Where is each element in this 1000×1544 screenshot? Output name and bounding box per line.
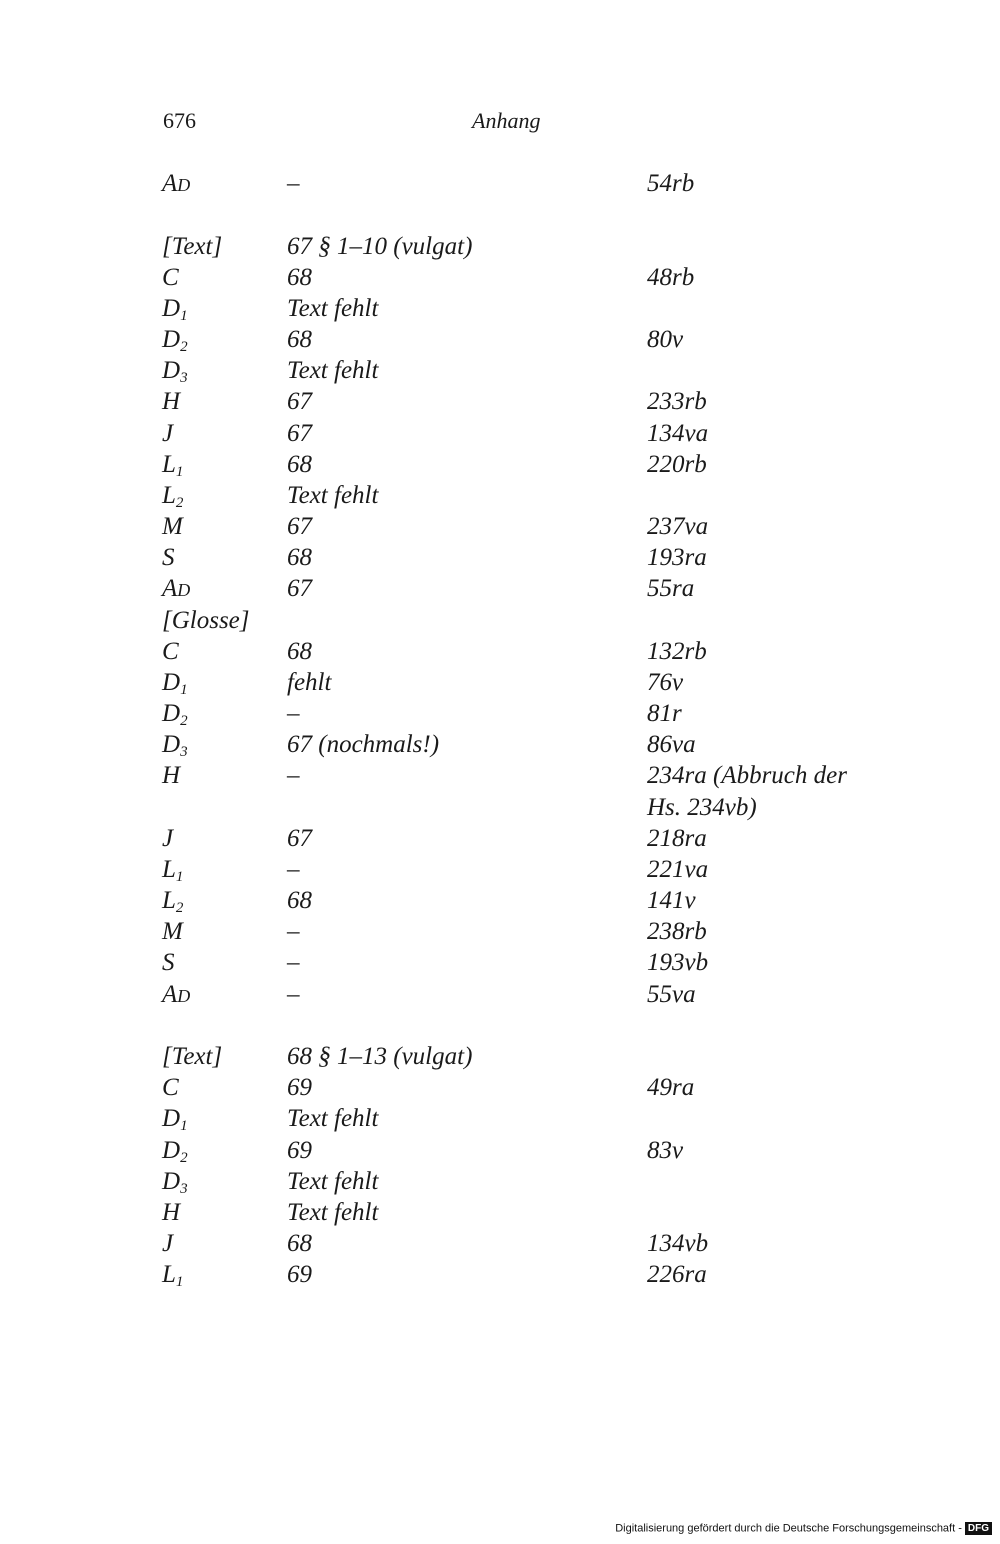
sigil-cell (162, 1166, 188, 1197)
table-row (0, 355, 1000, 386)
chapter-cell: 67 § 1–10 (vulgat) (287, 233, 473, 260)
sigil: L (162, 1261, 176, 1288)
folio-cell: 54rb (647, 170, 695, 197)
folio-cell: 237va (647, 513, 709, 540)
table-row (0, 1135, 1000, 1166)
table-row (0, 1259, 1000, 1290)
table-row (0, 760, 1000, 791)
folio-cell: 86va (647, 731, 696, 758)
sigil-cell (162, 760, 180, 791)
folio-cell: 81r (647, 700, 682, 727)
chapter-cell: 68 (287, 1230, 312, 1257)
funding-footer (615, 1522, 992, 1535)
sigil: D (162, 1168, 181, 1195)
sigil: C (162, 264, 179, 291)
table-row (0, 729, 1000, 760)
folio-cell: 134vb (647, 1230, 709, 1257)
sigil-cell (162, 885, 183, 916)
sigil: D (162, 295, 181, 322)
sigil-cell (162, 293, 188, 324)
sigil-smallcaps: D (177, 175, 191, 195)
sigil: S (162, 544, 175, 571)
sigil-cell (162, 947, 175, 978)
folio-cell: 226ra (647, 1261, 707, 1288)
table-row (0, 542, 1000, 573)
table-row (0, 792, 1000, 823)
table-row (0, 418, 1000, 449)
folio-cell: 55ra (647, 575, 695, 602)
chapter-cell: 67 (287, 513, 312, 540)
sigil: A (162, 575, 178, 602)
chapter-cell: 68 § 1–13 (vulgat) (287, 1043, 473, 1070)
sigil-cell (162, 418, 173, 449)
sigil-cell (162, 480, 183, 511)
sigil: L (162, 887, 176, 914)
table-row (0, 979, 1000, 1010)
sigil-cell (162, 542, 175, 573)
folio-cell: 193ra (647, 544, 707, 571)
table-row (0, 605, 1000, 636)
sigil-subscript: 1 (175, 869, 184, 885)
sigil: D (162, 1137, 181, 1164)
sigil-cell (162, 1135, 188, 1166)
sigil: M (162, 918, 183, 945)
table-row (0, 1072, 1000, 1103)
sigil: H (162, 762, 181, 789)
table-row (0, 916, 1000, 947)
folio-cell: 76v (647, 669, 684, 696)
sigil-subscript: 2 (180, 1150, 188, 1166)
sigil-subscript: 2 (180, 713, 188, 729)
sigil: J (162, 420, 174, 447)
sigil: [Text] (162, 233, 223, 260)
sigil-smallcaps: D (177, 986, 191, 1006)
sigil: S (162, 949, 175, 976)
chapter-cell: – (287, 981, 300, 1008)
sigil: [Text] (162, 1043, 223, 1070)
sigil: D (162, 326, 181, 353)
sigil-subscript: 2 (180, 339, 188, 355)
chapter-cell: Text fehlt (287, 1199, 379, 1226)
table-row (0, 636, 1000, 667)
sigil-subscript: 1 (175, 464, 184, 480)
chapter-cell: – (287, 700, 300, 727)
sigil: D (162, 357, 181, 384)
chapter-cell: 68 (287, 264, 312, 291)
table-row (0, 823, 1000, 854)
sigil-subscript: 1 (175, 1274, 184, 1290)
sigil: D (162, 731, 181, 758)
sigil-cell (162, 823, 173, 854)
table-row (0, 449, 1000, 480)
folio-cell: 132rb (647, 638, 707, 665)
chapter-cell: – (287, 949, 300, 976)
chapter-cell: – (287, 762, 300, 789)
sigil-cell (162, 636, 179, 667)
sigil-subscript: 1 (180, 1118, 188, 1134)
folio-cell: 238rb (647, 918, 707, 945)
sigil: A (162, 170, 178, 197)
folio-cell: Hs. 234vb) (647, 794, 757, 821)
sigil-cell (162, 1041, 222, 1072)
chapter-cell: 67 (nochmals!) (287, 731, 440, 758)
chapter-cell: 67 (287, 420, 312, 447)
sigil-cell (162, 1228, 173, 1259)
sigil-cell (162, 262, 179, 293)
sigil-cell (162, 511, 183, 542)
chapter-cell: 68 (287, 326, 312, 353)
table-row (0, 480, 1000, 511)
page-number: 676 (163, 108, 196, 133)
folio-cell: 193vb (647, 949, 709, 976)
table-row (0, 293, 1000, 324)
sigil: L (162, 856, 176, 883)
sigil-subscript: 3 (180, 744, 188, 760)
folio-cell: 48rb (647, 264, 695, 291)
table-row (0, 231, 1000, 262)
table-row (0, 324, 1000, 355)
chapter-cell: 68 (287, 638, 312, 665)
footer-text: Digitalisierung gefördert durch die Deutsche Forschungsgemeinschaft - (615, 1522, 962, 1535)
table-row (0, 1197, 1000, 1228)
sigil-cell (162, 979, 190, 1012)
chapter-cell: – (287, 856, 300, 883)
sigil-cell (162, 324, 188, 355)
folio-cell: 220rb (647, 451, 707, 478)
table-row (0, 1041, 1000, 1072)
table-row (0, 168, 1000, 199)
folio-cell: 134va (647, 420, 709, 447)
sigil-cell (162, 1197, 180, 1228)
chapter-cell: 68 (287, 887, 312, 914)
sigil-cell (162, 573, 190, 606)
table-row (0, 1228, 1000, 1259)
table-row (0, 262, 1000, 293)
chapter-cell: – (287, 918, 300, 945)
sigil: H (162, 388, 181, 415)
chapter-cell: 69 (287, 1261, 312, 1288)
table-row (0, 573, 1000, 604)
chapter-cell: 69 (287, 1074, 312, 1101)
folio-cell: 55va (647, 981, 696, 1008)
table-row (0, 667, 1000, 698)
sigil: J (162, 1230, 174, 1257)
chapter-cell: Text fehlt (287, 357, 379, 384)
sigil-cell (162, 168, 190, 201)
sigil: J (162, 825, 174, 852)
sigil: L (162, 451, 176, 478)
sigil: M (162, 513, 183, 540)
folio-cell: 141v (647, 887, 696, 914)
sigil-subscript: 2 (175, 495, 184, 511)
table-row (0, 885, 1000, 916)
sigil-cell (162, 698, 188, 729)
chapter-cell: Text fehlt (287, 482, 379, 509)
sigil-smallcaps: D (177, 580, 191, 600)
sigil: A (162, 981, 178, 1008)
sigil-cell (162, 1072, 179, 1103)
chapter-cell: fehlt (287, 669, 332, 696)
sigil: D (162, 700, 181, 727)
sigil-cell (162, 449, 183, 480)
table-row (0, 947, 1000, 978)
chapter-cell: Text fehlt (287, 1105, 379, 1132)
sigil: H (162, 1199, 181, 1226)
sigil-subscript: 2 (175, 900, 184, 916)
chapter-cell: 69 (287, 1137, 312, 1164)
chapter-cell: – (287, 170, 300, 197)
chapter-cell: 67 (287, 825, 312, 852)
sigil-cell (162, 231, 222, 262)
table-row (0, 698, 1000, 729)
sigil-subscript: 1 (180, 682, 188, 698)
table-row (0, 386, 1000, 417)
sigil-cell (162, 1103, 188, 1134)
chapter-cell: 68 (287, 544, 312, 571)
sigil-cell (162, 854, 183, 885)
sigil: D (162, 1105, 181, 1132)
sigil-cell (162, 355, 188, 386)
folio-cell: 234ra (Abbruch der (647, 762, 847, 789)
folio-cell: 49ra (647, 1074, 695, 1101)
table-row (0, 1166, 1000, 1197)
sigil-cell (162, 605, 250, 636)
sigil-cell (162, 386, 180, 417)
folio-cell: 233rb (647, 388, 707, 415)
sigil-subscript: 3 (180, 370, 188, 386)
sigil-cell (162, 729, 188, 760)
folio-cell: 218ra (647, 825, 707, 852)
chapter-cell: Text fehlt (287, 295, 379, 322)
folio-cell: 83v (647, 1137, 684, 1164)
sigil-subscript: 3 (180, 1181, 188, 1197)
folio-cell: 221va (647, 856, 709, 883)
sigil-cell (162, 1259, 183, 1290)
sigil: L (162, 482, 176, 509)
dfg-logo: DFG (965, 1522, 992, 1535)
sigil-cell (162, 667, 188, 698)
chapter-cell: 68 (287, 451, 312, 478)
folio-cell: 80v (647, 326, 684, 353)
sigil: C (162, 1074, 179, 1101)
sigil: C (162, 638, 179, 665)
chapter-cell: 67 (287, 388, 312, 415)
sigil: [Glosse] (162, 607, 250, 634)
sigil-subscript: 1 (180, 308, 188, 324)
table-row (0, 511, 1000, 542)
sigil: D (162, 669, 181, 696)
table-row (0, 1103, 1000, 1134)
running-title: Anhang (472, 108, 541, 133)
chapter-cell: 67 (287, 575, 312, 602)
chapter-cell: Text fehlt (287, 1168, 379, 1195)
sigil-cell (162, 916, 183, 947)
table-row (0, 854, 1000, 885)
